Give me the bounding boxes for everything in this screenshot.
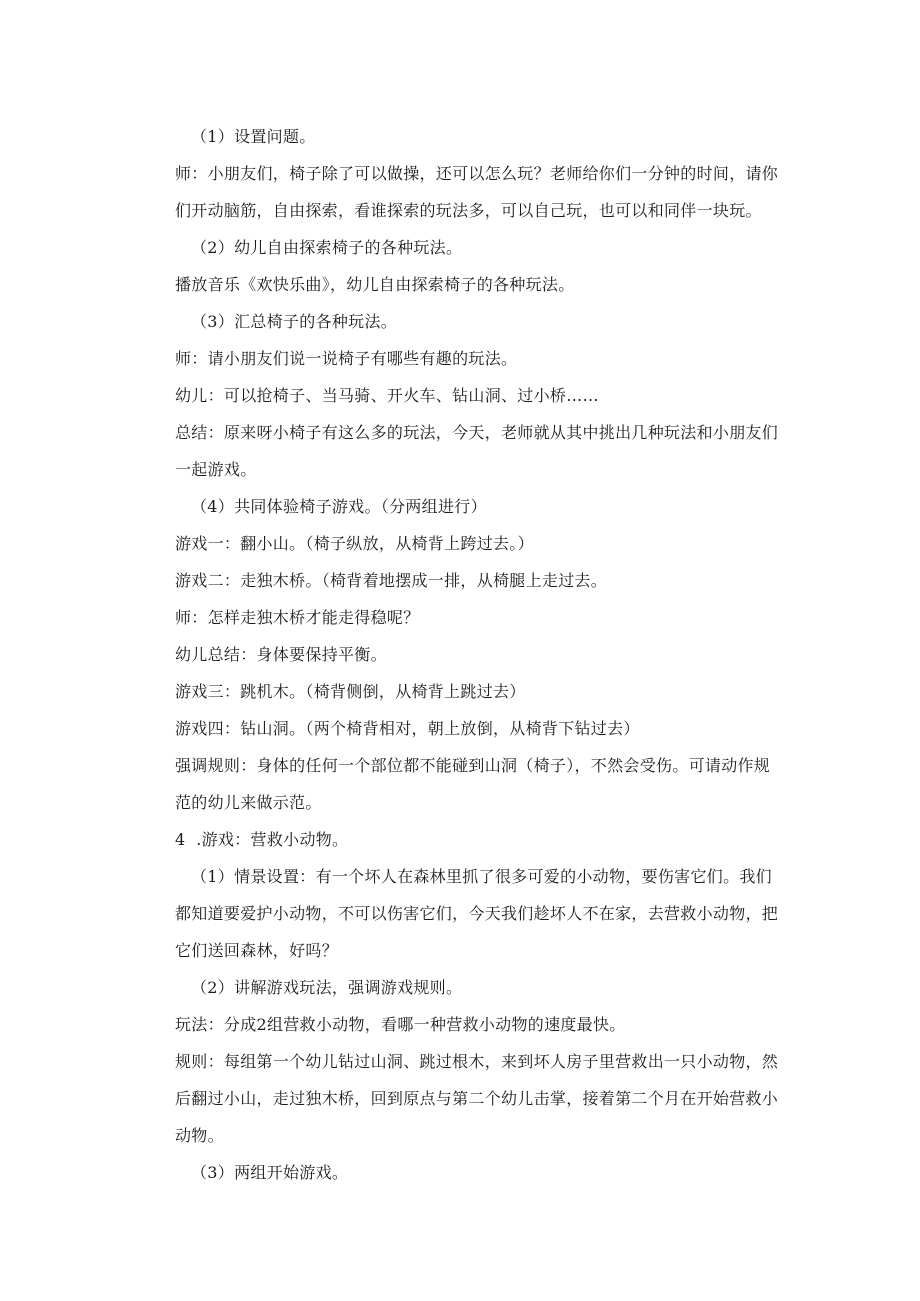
paragraph-how-to-play: 玩法：分成2组营救小动物，看哪一种营救小动物的速度最快。 [175,1015,626,1034]
paragraph-start-game: （3）两组开始游戏。 [191,1163,349,1182]
paragraph-children-answer: 幼儿：可以抢椅子、当马骑、开火车、钻山洞、过小桥…… [175,386,599,405]
paragraph-summarize-ways: （3）汇总椅子的各种玩法。 [191,312,398,331]
paragraph-game-one: 游戏一：翻小山。（椅子纵放，从椅背上跨过去。） [175,534,534,553]
paragraph-game-two: 游戏二：走独木桥。（椅背着地摆成一排，从椅腿上走过去。 [175,571,608,590]
paragraph-experience-games: （4）共同体验椅子游戏。（分两组进行） [191,497,487,516]
paragraph-rules: 规则：每组第一个幼儿钻过山洞、跳过根木，来到坏人房子里营救出一只小动物，然后翻过小山，走过独木桥，回到原点与第二个幼儿击掌，接着第二个月在开始营救小动物。 [175,1052,779,1145]
paragraph-game-three: 游戏三：跳机木。（椅背侧倒，从椅背上跳过去） [175,682,526,701]
paragraph-scenario-setup: （1）情景设置：有一个坏人在森林里抓了很多可爱的小动物，要伤害它们。我们都知道要爱护小动物，不可以伤害它们，今天我们趁坏人不在家，去营救小动物，把它们送回森林，好吗？ [175,867,779,960]
paragraph-explain-rules: （2）讲解游戏玩法，强调游戏规则。 [191,978,463,997]
paragraph-children-summary: 幼儿总结：身体要保持平衡。 [175,645,387,664]
paragraph-teacher-balance: 师：怎样走独木桥才能走得稳呢？ [175,608,420,627]
section-heading-rescue-game: 4 .游戏：营救小动物。 [175,830,349,849]
paragraph-teacher-ask: 师：请小朋友们说一说椅子有哪些有趣的玩法。 [175,349,518,368]
paragraph-conclusion: 总结：原来呀小椅子有这么多的玩法，今天，老师就从其中挑出几种玩法和小朋友们一起游戏。 [175,423,779,479]
paragraph-free-explore: （2）幼儿自由探索椅子的各种玩法。 [191,238,463,257]
paragraph-game-four: 游戏四：钻山洞。（两个椅背相对，朝上放倒，从椅背下钻过去） [175,719,640,738]
paragraph-teacher-question: 师：小朋友们，椅子除了可以做操，还可以怎么玩？老师给你们一分钟的时间，请你们开动脑筋，自由探索，看谁探索的玩法多，可以自己玩，也可以和同伴一块玩。 [175,164,779,220]
paragraph-emphasize-rules: 强调规则：身体的任何一个部位都不能碰到山洞（椅子），不然会受伤。可请动作规范的幼儿来做示范。 [175,756,771,812]
paragraph-set-question: （1）设置问题。 [191,127,316,146]
paragraph-play-music: 播放音乐《欢快乐曲》，幼儿自由探索椅子的各种玩法。 [175,275,575,294]
